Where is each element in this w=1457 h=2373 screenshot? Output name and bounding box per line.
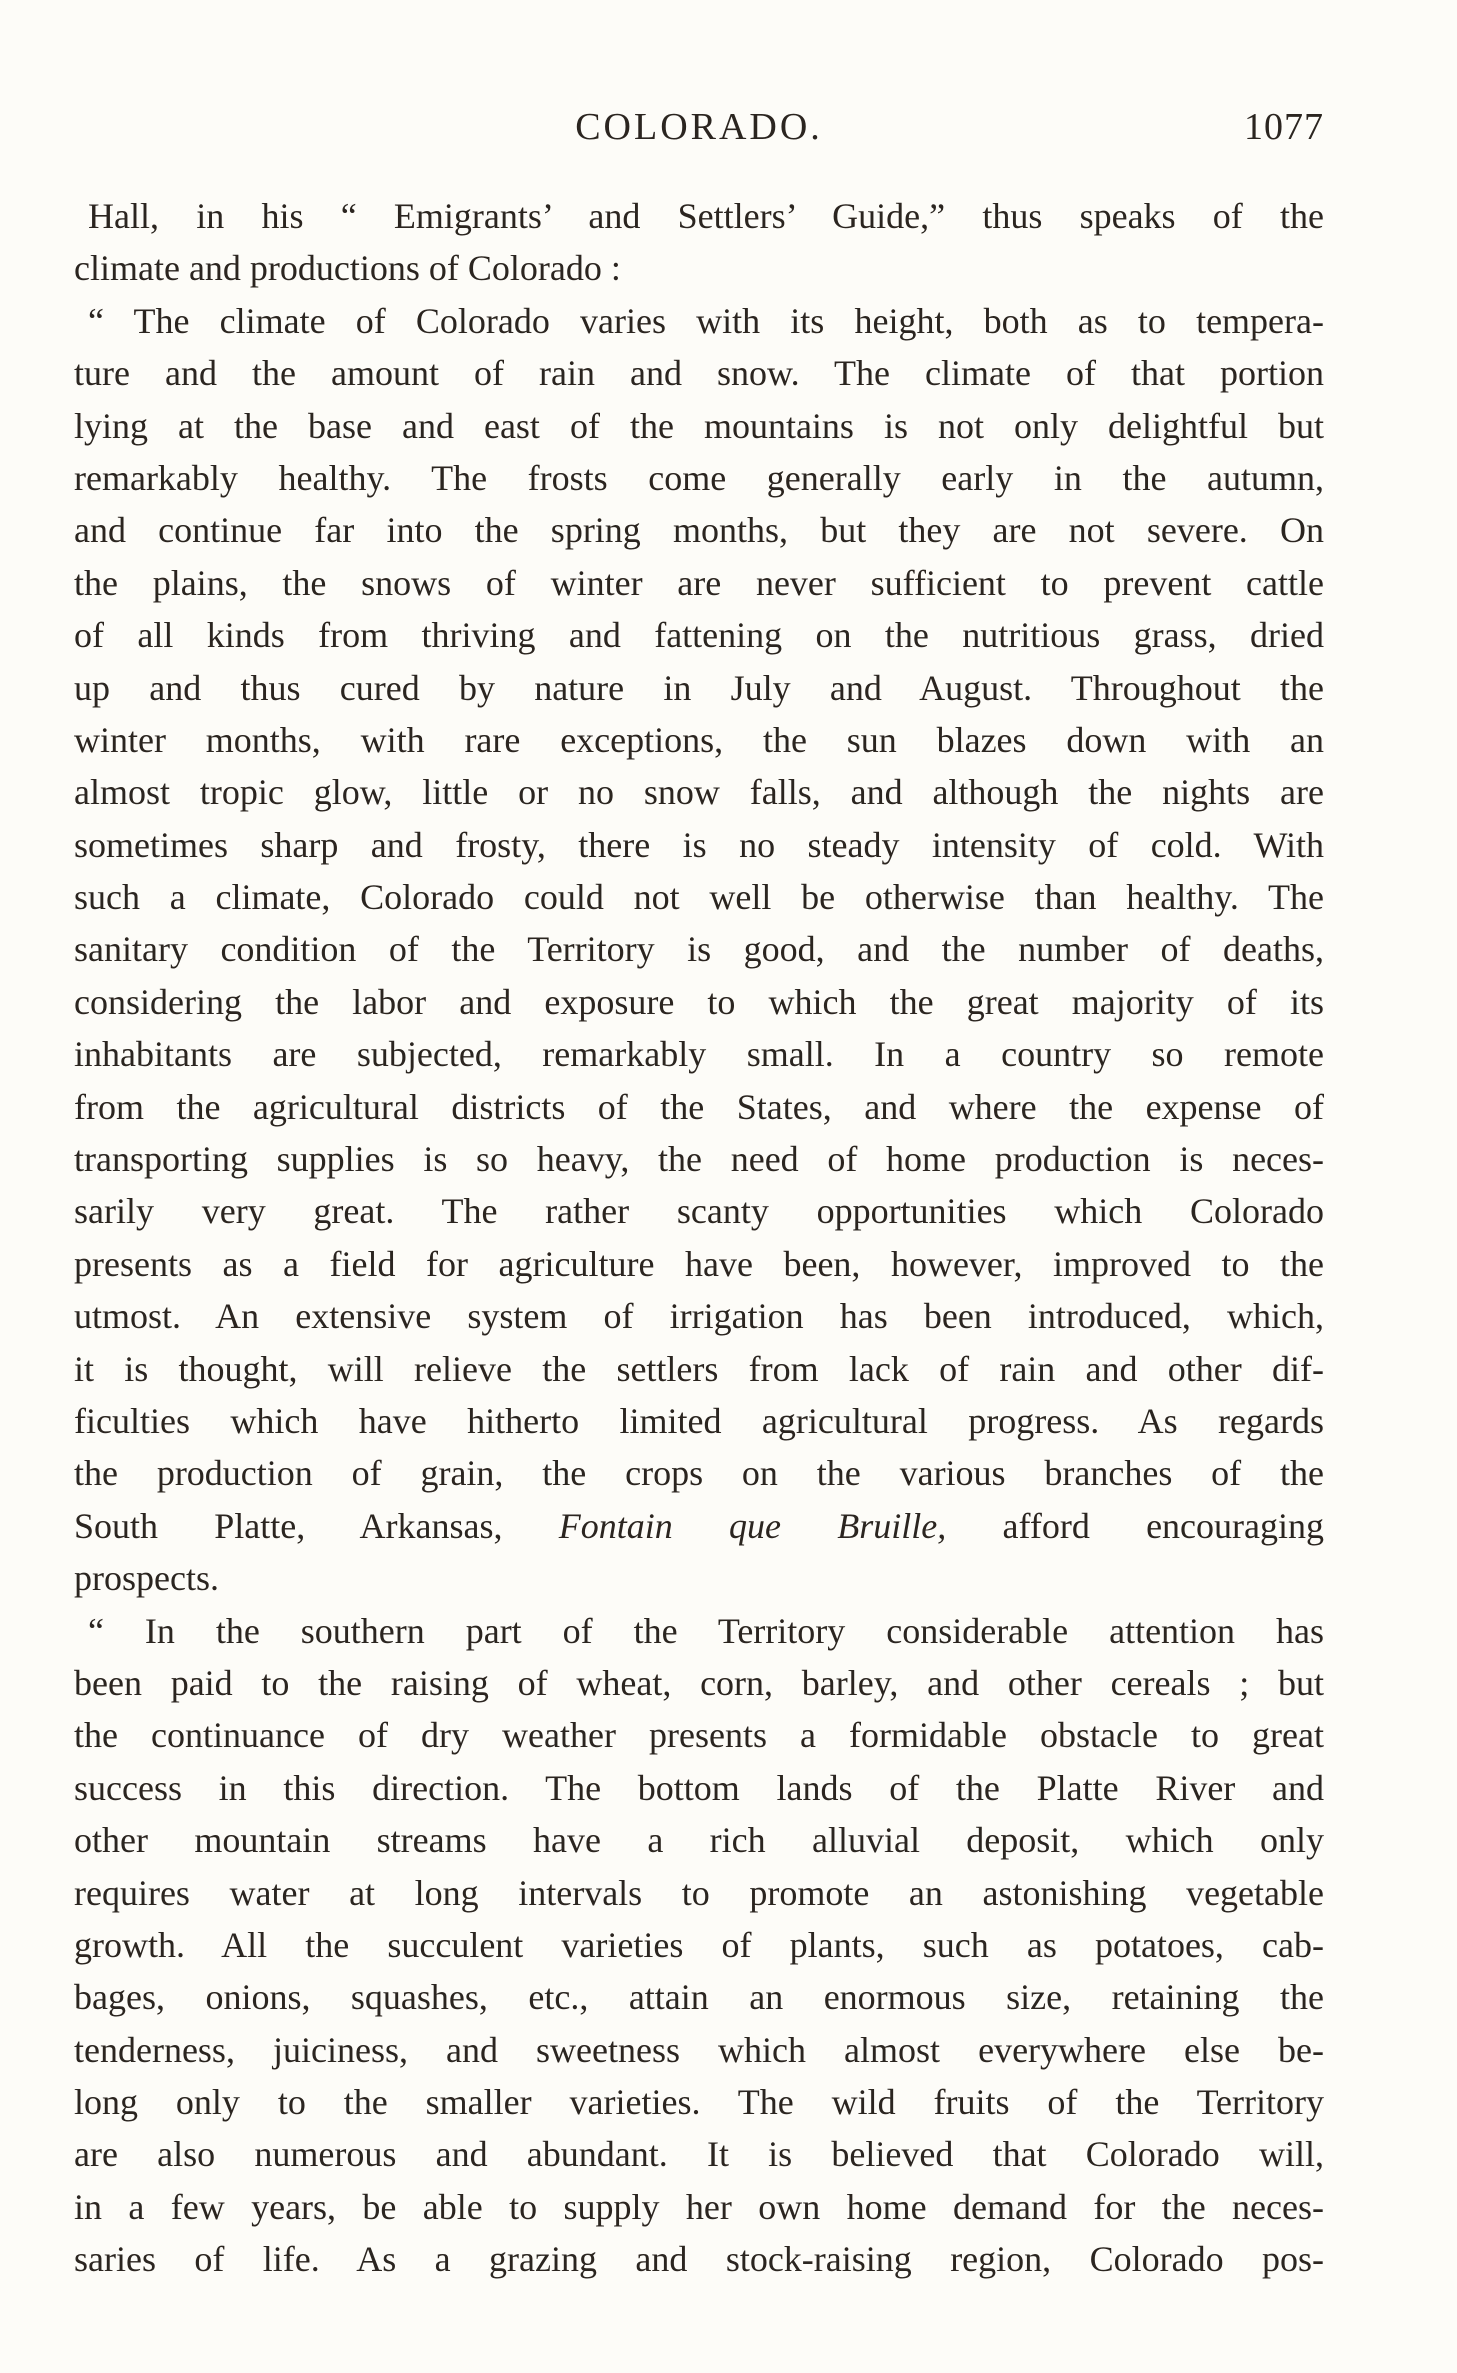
text-line: sarily very great. The rather scanty opportunities which Colorado (74, 1191, 1324, 1232)
text-segment: afford encouraging (946, 1505, 1325, 1546)
text-line: the production of grain, the crops on the various branches of the (74, 1453, 1324, 1494)
text-line: “ In the southern part of the Territory considerable attention has (88, 1610, 1324, 1651)
text-line: ficulties which have hitherto limited agricultural progress. As regards (74, 1400, 1324, 1441)
text-line: up and thus cured by nature in July and August. Throughout the (74, 667, 1324, 708)
text-line: almost tropic glow, little or no snow falls, and although the nights are (74, 772, 1324, 813)
text-line: bages, onions, squashes, etc., attain an enormous size, retaining the (74, 1977, 1324, 2018)
text-line: sometimes sharp and frosty, there is no steady intensity of cold. With (74, 824, 1324, 865)
text-line: other mountain streams have a rich alluvial deposit, which only (74, 1820, 1324, 1861)
text-line: it is thought, will relieve the settlers from lack of rain and other dif- (74, 1348, 1324, 1389)
text-line: inhabitants are subjected, remarkably small. In a country so remote (74, 1034, 1324, 1075)
italic-place-name: Fontain que Bruille, (558, 1505, 947, 1546)
page-number: 1077 (1244, 106, 1324, 148)
text-line (74, 1500, 1324, 1552)
running-head-title: COLORADO. (575, 106, 823, 148)
text-line: in a few years, be able to supply her own home demand for the neces- (74, 2186, 1324, 2227)
text-line: Hall, in his “ Emigrants’ and Settlers’ Guide,” thus speaks of the (88, 196, 1324, 236)
running-head (74, 102, 1324, 152)
text-line: and continue far into the spring months, but they are not severe. On (74, 510, 1324, 551)
text-line: growth. All the succulent varieties of plants, such as potatoes, cab- (74, 1924, 1324, 1965)
text-line: ture and the amount of rain and snow. The climate of that portion (74, 353, 1324, 394)
text-line: climate and productions of Colorado : (74, 248, 621, 289)
text-line: from the agricultural districts of the States, and where the expense of (74, 1086, 1324, 1127)
text-line: of all kinds from thriving and fattening on the nutritious grass, dried (74, 615, 1324, 656)
text-line: sanitary condition of the Territory is good, and the number of deaths, (74, 929, 1324, 970)
text-line: tenderness, juiciness, and sweetness which almost everywhere else be- (74, 2029, 1324, 2070)
text-line: presents as a field for agriculture have been, however, improved to the (74, 1243, 1324, 1284)
text-line: the plains, the snows of winter are never sufficient to prevent cattle (74, 562, 1324, 603)
body-text (74, 190, 1324, 2286)
text-line: long only to the smaller varieties. The wild fruits of the Territory (74, 2082, 1324, 2123)
text-line: utmost. An extensive system of irrigation has been introduced, which, (74, 1296, 1324, 1337)
text-line: saries of life. As a grazing and stock-raising region, Colorado pos- (74, 2239, 1324, 2280)
text-line: winter months, with rare exceptions, the sun blazes down with an (74, 719, 1324, 760)
text-line: remarkably healthy. The frosts come generally early in the autumn, (74, 457, 1324, 498)
text-line: been paid to the raising of wheat, corn, barley, and other cereals ; but (74, 1662, 1324, 1703)
text-line: requires water at long intervals to promote an astonishing vegetable (74, 1872, 1324, 1913)
text-line: “ The climate of Colorado varies with its height, both as to tempera- (88, 300, 1324, 341)
text-line: lying at the base and east of the mountains is not only delightful but (74, 405, 1324, 446)
text-line: success in this direction. The bottom lands of the Platte River and (74, 1767, 1324, 1808)
text-segment: South Platte, Arkansas, (74, 1505, 559, 1546)
text-line: the continuance of dry weather presents a formidable obstacle to great (74, 1715, 1324, 1756)
text-line: are also numerous and abundant. It is believed that Colorado will, (74, 2134, 1324, 2175)
text-line: considering the labor and exposure to which the great majority of its (74, 981, 1324, 1022)
text-line: prospects. (74, 1558, 219, 1599)
text-line: transporting supplies is so heavy, the need of home production is neces- (74, 1139, 1324, 1180)
text-line: such a climate, Colorado could not well be otherwise than healthy. The (74, 877, 1324, 918)
